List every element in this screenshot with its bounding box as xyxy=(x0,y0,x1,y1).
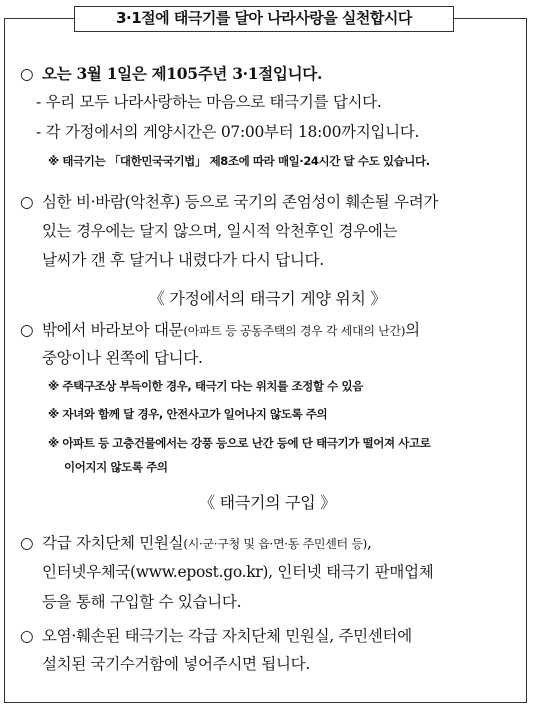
bullet-icon: ○ xyxy=(20,534,34,552)
purchase-text: 각급 자치단체 민원실 xyxy=(42,534,184,552)
position-line-2: 중앙이나 왼쪽에 답니다. xyxy=(42,349,203,367)
headline-line xyxy=(20,62,322,84)
list-item: - 우리 모두 나라사랑하는 마음으로 태극기를 답시다. xyxy=(36,93,382,111)
disposal-line-2: 설치된 국기수거함에 넣어주시면 됩니다. xyxy=(42,655,310,673)
page-title: 3·1절에 태극기를 달아 나라사랑을 실천합시다 xyxy=(74,6,454,32)
bullet-icon: ○ xyxy=(20,321,34,339)
note-text: 이어지지 않도록 주의 xyxy=(64,460,168,474)
bullet-icon: ○ xyxy=(20,64,34,83)
weather-line-2: 있는 경우에는 달지 않으며, 일시적 악천후인 경우에는 xyxy=(42,222,398,240)
disposal-text: 오염·훼손된 태극기는 각급 자치단체 민원실, 주민센터에 xyxy=(42,627,412,645)
position-line-1 xyxy=(20,318,420,340)
headline-text: 오는 3월 1일은 제105주년 3·1절입니다. xyxy=(42,64,323,83)
note-text: ※ 주택구조상 부득이한 경우, 태극기 다는 위치를 조정할 수 있음 xyxy=(48,379,363,393)
note-text: ※ 자녀와 함께 달 경우, 안전사고가 일어나지 않도록 주의 xyxy=(48,407,328,421)
disposal-line-1 xyxy=(20,624,412,646)
weather-line-3: 날씨가 갠 후 달거나 내렸다가 다시 답니다. xyxy=(42,251,324,269)
purchase-paren-text: (시·군·구청 및 읍·면·동 주민센터 등) xyxy=(183,537,367,551)
purchase-line-1 xyxy=(20,531,372,553)
purchase-line-2: 인터넷우체국(www.epost.go.kr), 인터넷 태극기 판매업체 xyxy=(42,563,434,581)
weather-line-1 xyxy=(20,190,438,212)
note-text: ※ 아파트 등 고층건물에서는 강풍 등으로 난간 등에 단 태극기가 떨어져 사고로 xyxy=(48,436,431,450)
weather-text: 심한 비·바람(악천후) 등으로 국기의 존엄성이 훼손될 우려가 xyxy=(42,193,439,211)
bullet-icon: ○ xyxy=(20,627,34,645)
note-text: ※ 태극기는 「대한민국국기법」 제8조에 따라 매일·24시간 달 수도 있습니다. xyxy=(48,154,430,168)
position-heading: 《 가정에서의 태극기 게양 위치 》 xyxy=(148,289,387,308)
position-text: 밖에서 바라보아 대문 xyxy=(42,321,184,339)
position-paren-text: (아파트 등 공동주택의 경우 각 세대의 난간) xyxy=(183,324,406,338)
bullet-icon: ○ xyxy=(20,193,34,211)
position-text-end: 의 xyxy=(405,321,420,339)
list-item: - 각 가정에서의 게양시간은 07:00부터 18:00까지입니다. xyxy=(36,123,420,141)
purchase-heading: 《 태극기의 구입 》 xyxy=(199,493,336,512)
purchase-line-3: 등을 통해 구입할 수 있습니다. xyxy=(42,593,242,611)
purchase-text-end: , xyxy=(367,534,372,552)
